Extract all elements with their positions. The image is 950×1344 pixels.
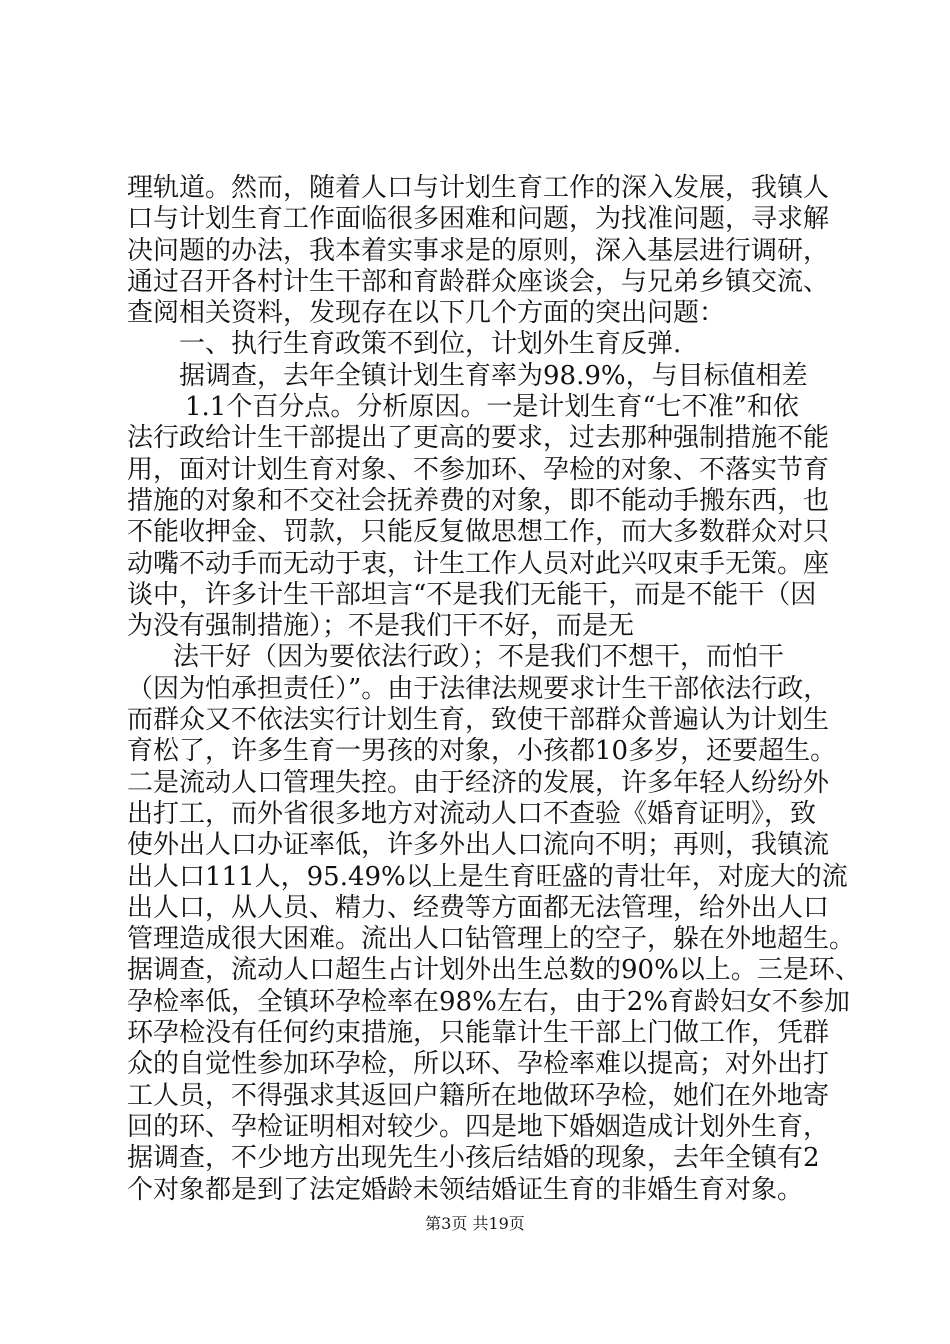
text-line: 用，面对计划生育对象、不参加环、孕检的对象、不落实节育 [127, 454, 830, 485]
page-number-footer: 第3页 共19页 [425, 1214, 525, 1233]
body-text [127, 173, 861, 1206]
text-line: 回的环、孕检证明相对较少。四是地下婚姻造成计划外生育， [127, 1111, 830, 1142]
text-line: 据调查，流动人口超生占计划外出生总数的90%以上。三是环、 [127, 955, 861, 986]
text-line: 1.1个百分点。分析原因。一是计划生育“七不准”和依 [185, 392, 799, 423]
text-line: 众的自觉性参加环孕检，所以环、孕检率难以提高；对外出打 [127, 1049, 830, 1080]
text-line: 据调查，不少地方出现先生小孩后结婚的现象，去年全镇有2 [127, 1143, 820, 1174]
text-line: 出打工，而外省很多地方对流动人口不查验《婚育证明》，致 [127, 798, 817, 829]
text-line: 不能收押金、罚款，只能反复做思想工作，而大多数群众对只 [127, 517, 830, 548]
text-line: 孕检率低，全镇环孕检率在98%左右，由于2%育龄妇女不参加 [127, 986, 851, 1017]
text-line: 通过召开各村计生干部和育龄群众座谈会，与兄弟乡镇交流、 [127, 266, 830, 297]
text-line: 为没有强制措施）；不是我们干不好，而是无 [127, 611, 635, 642]
text-line: 育松了，许多生育一男孩的对象，小孩都10多岁，还要超生。 [127, 736, 837, 767]
text-line: 工人员，不得强求其返回户籍所在地做环孕检，她们在外地寄 [127, 1080, 830, 1111]
text-line: 环孕检没有任何约束措施，只能靠计生干部上门做工作，凭群 [127, 1018, 830, 1049]
text-line: 谈中，许多计生干部坦言“不是我们无能干，而是不能干（因 [127, 579, 817, 610]
text-line: 理轨道。然而，随着人口与计划生育工作的深入发展，我镇人 [127, 173, 830, 203]
text-line: 口与计划生育工作面临很多困难和问题，为找准问题，寻求解 [127, 204, 830, 235]
text-line: 使外出人口办证率低，许多外出人口流向不明；再则，我镇流 [127, 830, 830, 861]
text-line: 据调查，去年全镇计划生育率为98.9%，与目标值相差 [179, 360, 808, 391]
text-line: 出人口111人，95.49%以上是生育旺盛的青壮年，对庞大的流 [127, 861, 848, 892]
section-heading: 一、执行生育政策不到位，计划外生育反弹. [179, 329, 682, 360]
text-line: 动嘴不动手而无动于衷，计生工作人员对此兴叹束手无策。座 [127, 548, 830, 579]
text-line: 法行政给计生干部提出了更高的要求，过去那种强制措施不能 [127, 423, 830, 454]
text-line: 决问题的办法，我本着实事求是的原则，深入基层进行调研， [127, 235, 830, 266]
text-line: 而群众又不依法实行计划生育，致使干部群众普遍认为计划生 [127, 705, 830, 736]
text-line: 个对象都是到了法定婚龄未领结婚证生育的非婚生育对象。 [127, 1174, 804, 1205]
text-line: 出人口，从人员、精力、经费等方面都无法管理，给外出人口 [127, 892, 830, 923]
text-line: （因为怕承担责任）”。由于法律法规要求计生干部依法行政， [127, 673, 830, 704]
text-line: 管理造成很大困难。流出人口钻管理上的空子，躲在外地超生。 [127, 924, 856, 955]
text-line: 查阅相关资料，发现存在以下几个方面的突出问题： [127, 298, 726, 329]
text-line: 法干好（因为要依法行政）；不是我们不想干，而怕干 [173, 642, 785, 673]
text-line: 措施的对象和不交社会抚养费的对象，即不能动手搬东西，也 [127, 485, 830, 516]
text-line: 二是流动人口管理失控。由于经济的发展，许多年轻人纷纷外 [127, 767, 830, 798]
